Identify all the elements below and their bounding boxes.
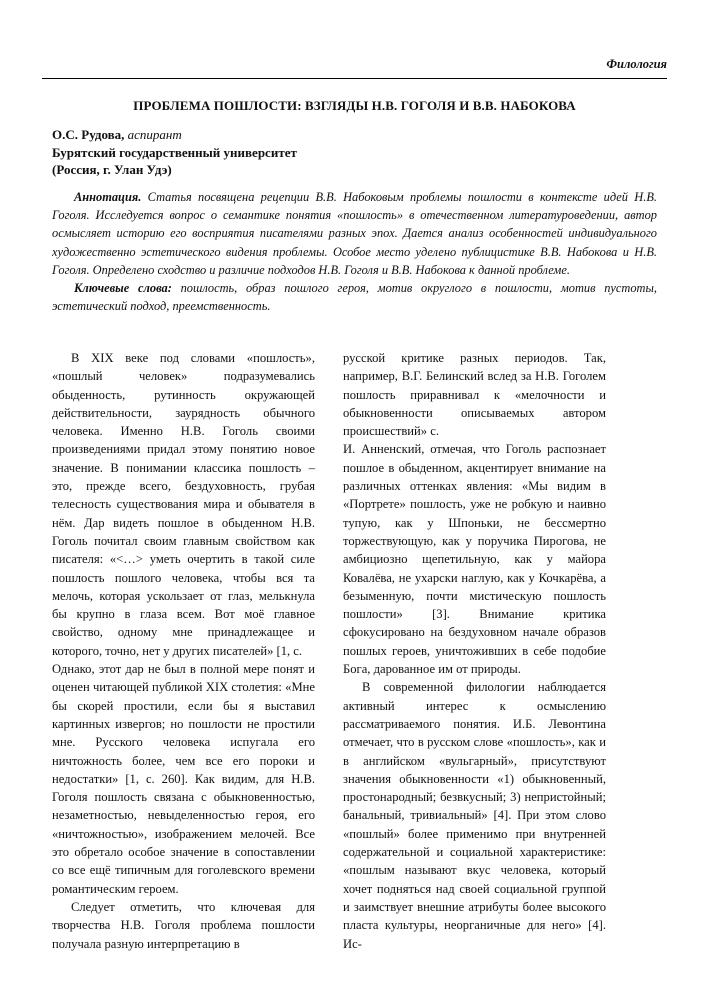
author-name: О.С. Рудова, — [52, 127, 125, 142]
article-title: ПРОБЛЕМА ПОШЛОСТИ: ВЗГЛЯДЫ Н.В. ГОГОЛЯ И В.В. НАБОКОВА — [133, 98, 576, 113]
body-paragraph: Однако, этот дар не был в полной мере понят и оценен читающей публикой XIX столетия: «Мне бы скорей простили, если бы я выставил картинных извергов; но пошлости не простили мне. Русского человека испугала его ничтожность более, чем все его пороки и недостатки» [1, с. 260]. Как видим, для Н.В. Гоголя пошлость связана с обыкновенностью, незаметностью, невыделенностью героя, его «ничтожностью», изображением мелочей. Все это обретало особое значение в сопоставлении со все ещё типичным для гоголевского времени романтическим героем. — [52, 662, 315, 896]
keywords-paragraph — [52, 279, 657, 315]
abstract-text: Статья посвящена рецепции В.В. Набоковым проблемы пошлости в контексте идей Н.В. Гоголя. Исследуется вопрос о семантике понятия «пошлость» в отечественном литературоведении, автор осмысляет историю его восприятия писателями разных эпох. Дается анализ особенностей индивидуального художественно эстетического видения проблемы. Особое место уделено публицистике В.В. Набокова и Н.В. Гоголя. Определено сходство и различие подходов Н.В. Гоголя и В.В. Набокова к данной проблеме. — [52, 190, 657, 277]
abstract-block — [52, 188, 657, 315]
author-location: (Россия, г. Улан Удэ) — [52, 162, 172, 177]
running-header — [42, 57, 667, 79]
author-block — [52, 126, 297, 179]
body-paragraph: И. Анненский, отмечая, что Гоголь распознает пошлое в обыденном, акцентирует внимание на различных оттенках явления: «Мы видим в «Портрете» пошлость, уже не робкую и наивно тупую, как у Шпоньки, не бессмертно торжествующую, как у поручика Пирогова, не амбициозно щепетильную, как у майора Ковалёва, не ухарски наглую, как у Кочкарёва, а безыменную, почти мистическую пошлость пошлости» [3]. Внимание критика сфокусировано на бездуховном начале образов пошлых героев, уничтоживших в себе подобие Бога, дарованное им от природы. — [343, 442, 606, 677]
keywords-text: пошлость, образ пошлого героя, мотив округлого в пошлости, мотив пустоты, эстетический подход, преемственность. — [52, 281, 657, 314]
body-paragraph: русской критике разных периодов. Так, например, В.Г. Белинский вслед за Н.В. Гоголем пошлость приравнивал к «мелочности и обыкновенности описываемых автором происшествий» с. — [343, 351, 606, 439]
author-position: аспирант — [124, 127, 182, 142]
body-column-right — [343, 349, 606, 953]
body-column-left — [52, 349, 315, 953]
body-paragraph: Следует отметить, что ключевая для творчества Н.В. Гоголя проблема пошлости получала разную интерпретацию в — [52, 899, 315, 951]
body-paragraph: В современной филологии наблюдается активный интерес к осмыслению рассматриваемого понятия. И.Б. Левонтина отмечает, что в русском слове «пошлость», как и в английском «вульгарный», присутствуют значения обыкновенности «1) обыкновенный, простонародный; безвкусный; 3) непристойный; банальный, тривиальный» [4]. При этом слово «пошлый» более применимо при внутренней содержательной и социальной характеристике: «пошлым называют вкус человека, который хочет подняться над своей социальной группой и заимствует внешние атрибуты более высокого пласта культуры, неорганичные для него» [4]. Ис- — [343, 680, 606, 951]
keywords-label: Ключевые слова: — [74, 281, 172, 296]
author-line — [52, 126, 297, 144]
abstract-label: Аннотация. — [74, 190, 142, 204]
abstract-paragraph — [52, 188, 657, 279]
body-paragraph: В XIX веке под словами «пошлость», «пошлый человек» подразумевались обыденность, рутинность окружающей действительности, заурядность обычного человека. Именно Н.В. Гоголь своими произведениями придал этому понятию новое значение. В понимании классика пошлость – это, прежде всего, бездуховность, грубая телесность существования мира и обывателя в нём. Дар видеть пошлое в обыденном Н.В. Гоголь почитал своим главным свойством как писателя: «<…> уметь очертить в такой силе пошлость пошлого человека, чтобы вся та мелочь, которая ускользает от глаз, мелькнула бы крупно в глаза всем. Вот моё главное свойство, одному мне принадлежащее и которого, точно, нет у других писателей» [1, с. — [52, 351, 315, 658]
section-name: Филология — [606, 57, 667, 71]
author-affiliation: Бурятский государственный университет — [52, 144, 297, 160]
